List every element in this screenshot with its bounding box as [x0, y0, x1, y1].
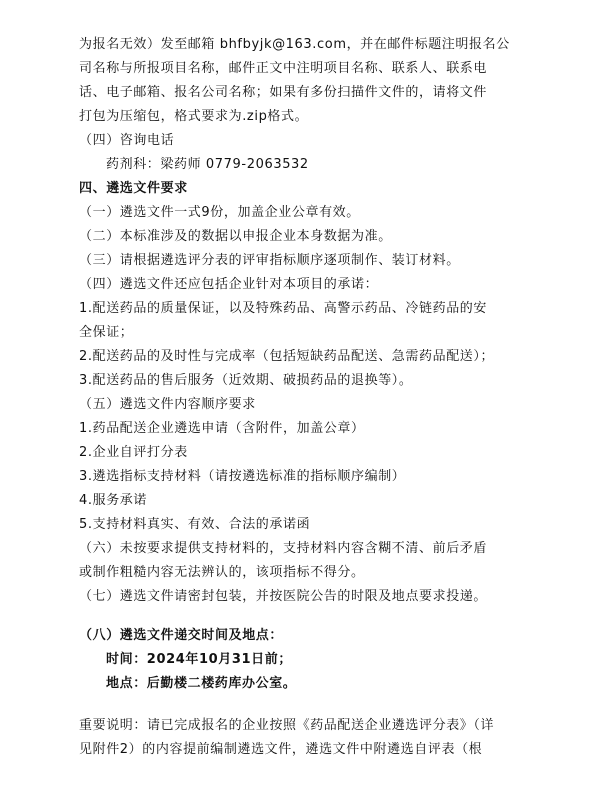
paragraph-line-4: 打包为压缩包，格式要求为.zip格式。 — [79, 109, 309, 124]
subheading-order: （五）遴选文件内容顺序要求 — [79, 397, 256, 412]
order-item: 2.企业自评打分表 — [79, 445, 188, 460]
list-item: （六）未按要求提供支持材料的，支持材料内容含糊不清、前后矛盾 — [79, 541, 488, 556]
paragraph-line-3: 话、电子邮箱、报名公司名称；如果有多份扫描件文件的，请将文件 — [79, 85, 488, 100]
commitment-1: 1.配送药品的质量保证，以及特殊药品、高警示药品、冷链药品的安 — [79, 301, 488, 316]
pharmacy-contact: 药剂科：梁药师 0779-2063532 — [106, 157, 309, 172]
list-item: （二）本标准涉及的数据以申报企业本身数据为准。 — [79, 229, 392, 244]
order-item: 3.遴选指标支持材料（请按遴选标准的指标顺序编制） — [79, 469, 406, 484]
list-item-cont: 或制作粗糙内容无法辨认的，该项指标不得分。 — [79, 565, 365, 580]
list-item: （四）遴选文件还应包括企业针对本项目的承诺： — [79, 277, 379, 292]
list-item: （七）遴选文件请密封包装，并按医院公告的时限及地点要求投递。 — [79, 589, 488, 604]
list-item: （三）请根据遴选评分表的评审指标顺序逐项制作、装订材料。 — [79, 253, 460, 268]
paragraph-line-1: 为报名无效）发至邮箱 bhfbyjk@163.com，并在邮件标题注明报名公 — [79, 37, 510, 52]
submission-time: 时间：2024年10月31日前； — [106, 652, 292, 667]
order-item: 4.服务承诺 — [79, 493, 148, 508]
commitment-2: 2.配送药品的及时性与完成率（包括短缺药品配送、急需药品配送）； — [79, 349, 495, 364]
submission-location: 地点：后勤楼二楼药库办公室。 — [106, 676, 297, 691]
section-heading-4: 四、遴选文件要求 — [79, 181, 188, 196]
order-item: 1.药品配送企业遴选申请（含附件，加盖公章） — [79, 421, 365, 436]
subheading-consult-phone: （四）咨询电话 — [79, 133, 175, 148]
submission-heading: （八）遴选文件递交时间及地点： — [79, 628, 284, 643]
commitment-1-cont: 全保证； — [79, 325, 134, 340]
paragraph-line-2: 司名称与所报项目名称，邮件正文中注明项目名称、联系人、联系电 — [79, 61, 488, 76]
commitment-3: 3.配送药品的售后服务（近效期、破损药品的退换等）。 — [79, 373, 413, 388]
important-note-line-2: 见附件2）的内容提前编制遴选文件，遴选文件中附遴选自评表（根 — [79, 742, 483, 757]
order-item: 5.支持材料真实、有效、合法的承诺函 — [79, 517, 311, 532]
list-item: （一）遴选文件一式9份，加盖企业公章有效。 — [79, 205, 360, 220]
important-note-line-1: 重要说明：请已完成报名的企业按照《药品配送企业遴选评分表》（详 — [79, 718, 495, 733]
